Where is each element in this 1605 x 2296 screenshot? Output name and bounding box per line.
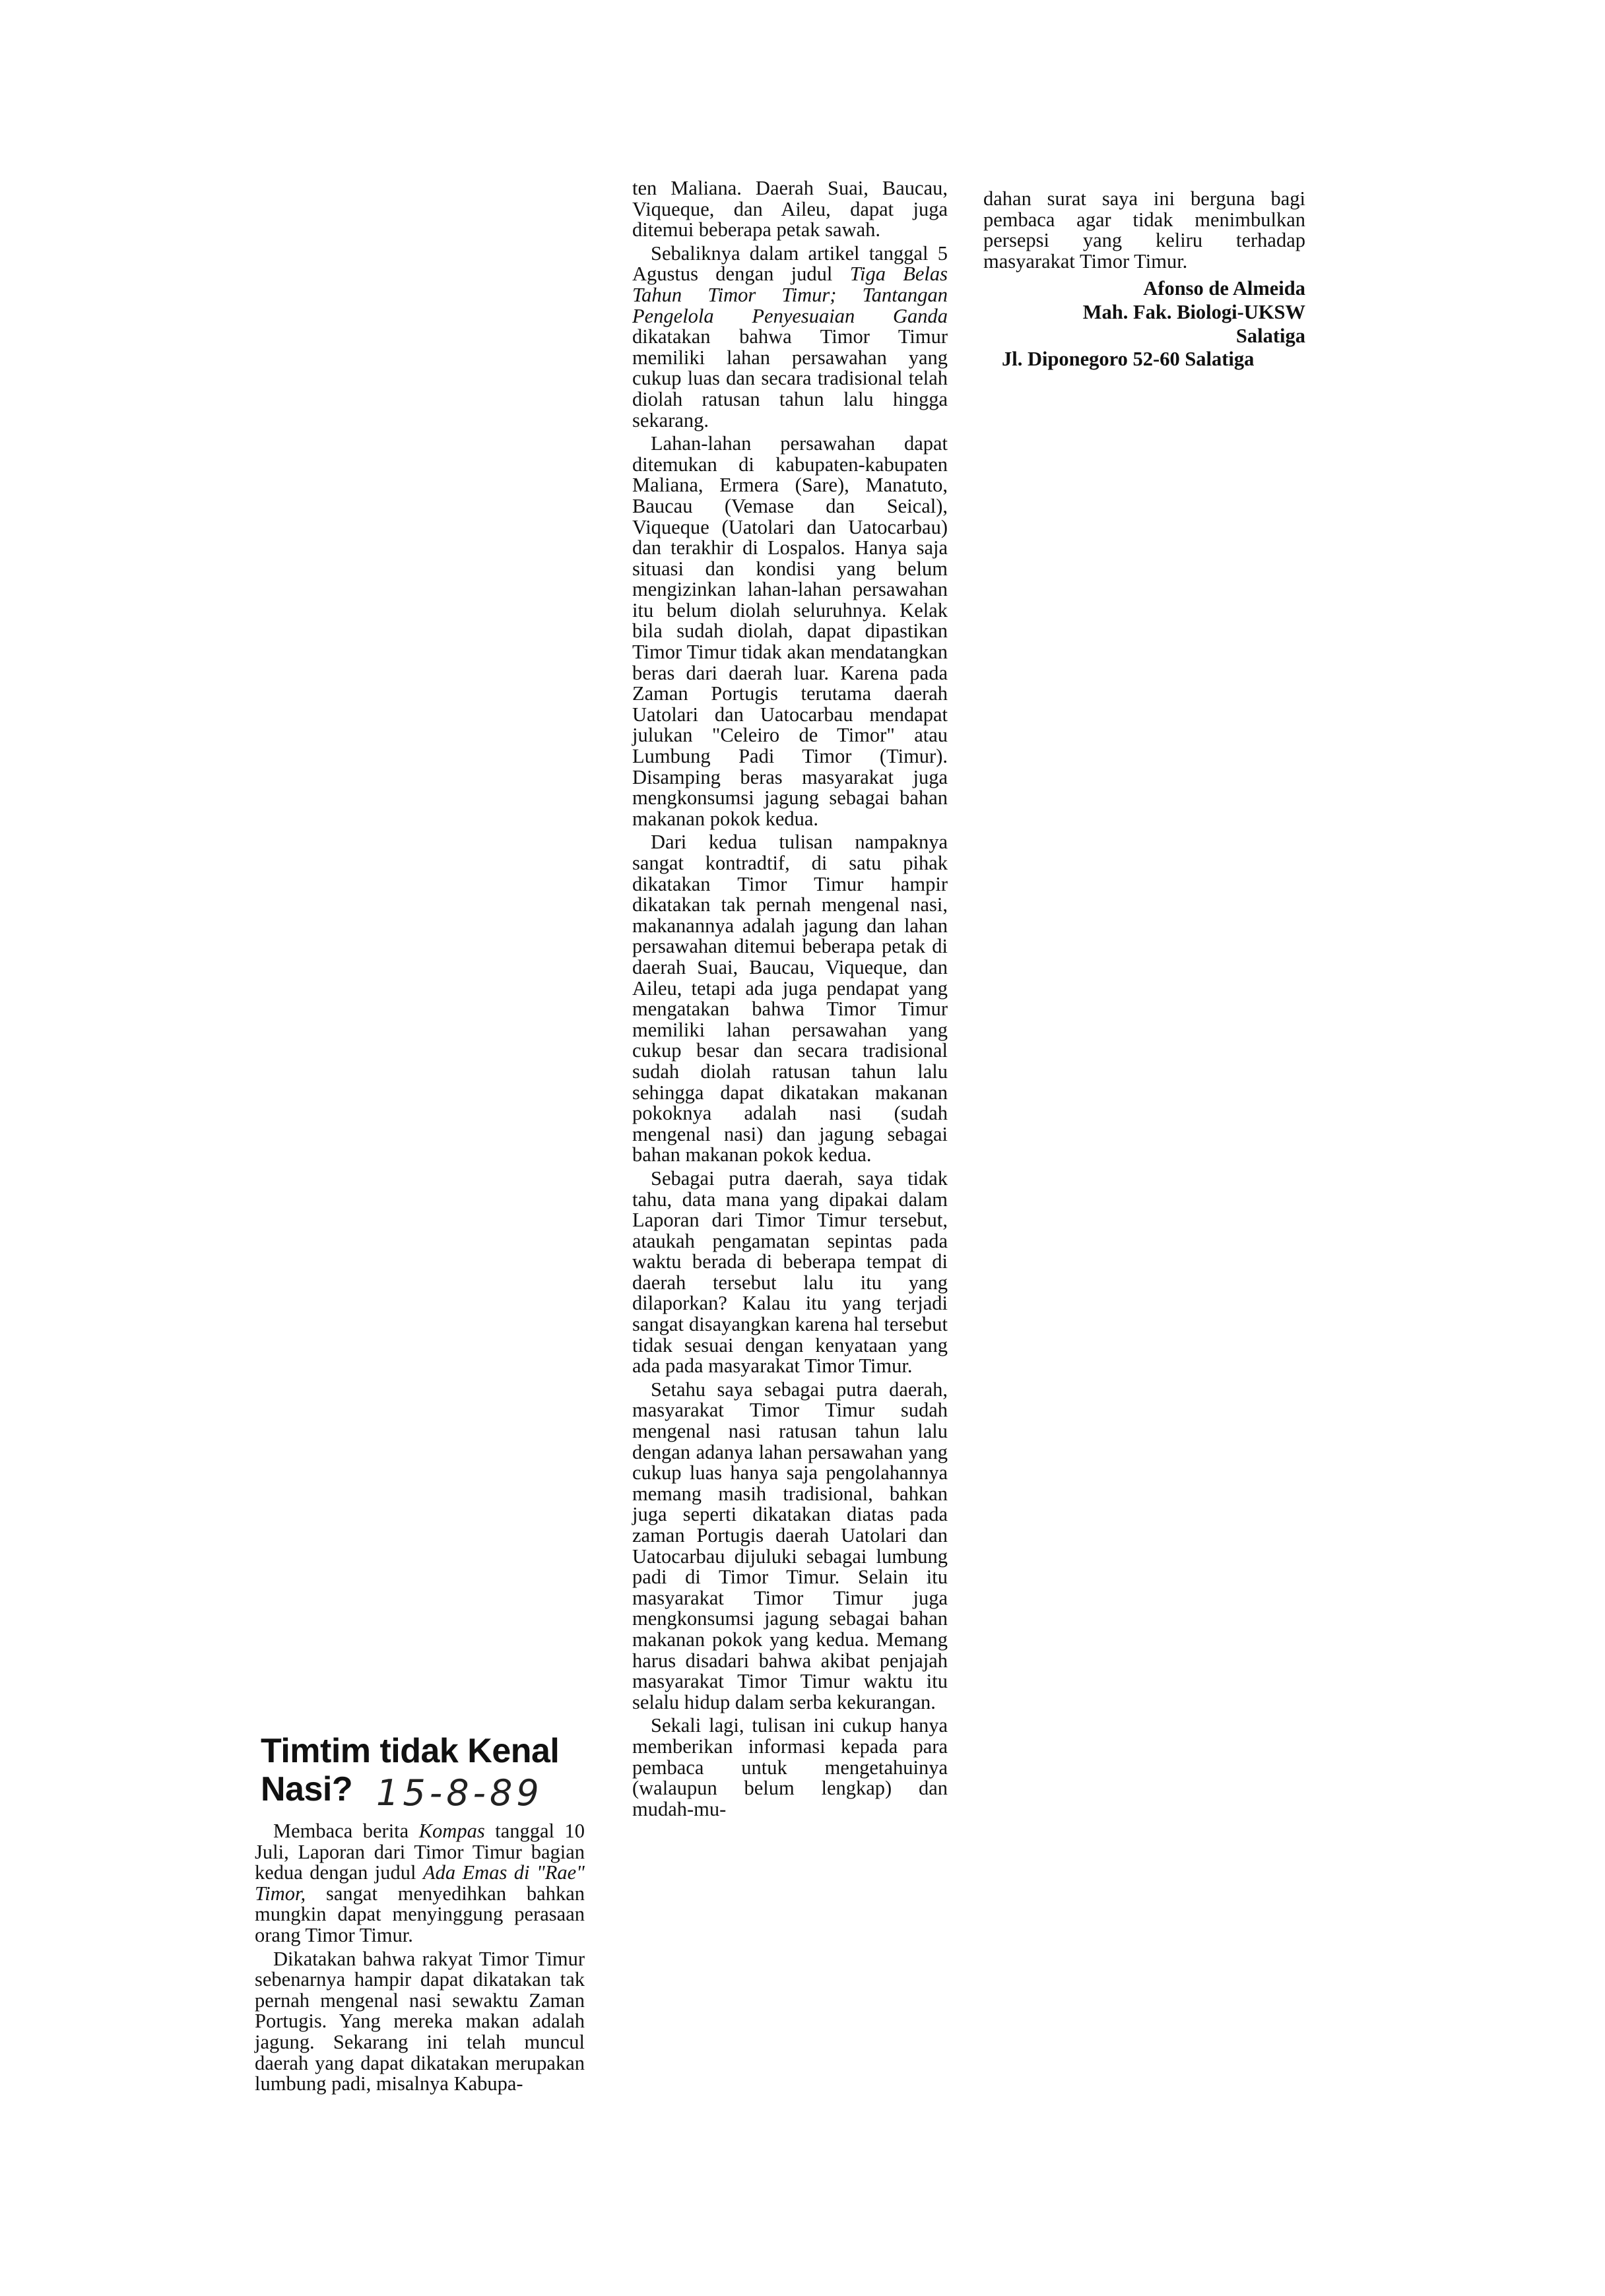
paragraph: Dari kedua tulisan nampaknya sangat kontradtif, di satu pihak dikatakan Timor Timur hampir dikatakan tak pernah mengenal nasi, makanannya adalah jagung dan lahan persawahan ditemui beberapa petak di daerah Suai, Baucau, Viqueque, dan Aileu, tetapi ada juga pendapat yang mengatakan bahwa Timor Timur memiliki lahan persawahan yang cukup besar dan secara tradisional sudah diolah ratusan tahun lalu sehingga dapat dikatakan makanan pokoknya adalah nasi (sudah mengenal nasi) dan jagung sebagai bahan makanan pokok kedua. (632, 831, 948, 1166)
paragraph: Sekali lagi, tulisan ini cukup hanya memberikan informasi kepada para pembaca untuk mengetahuinya (walaupun belum lengkap) dan mudah-mu- (632, 1714, 948, 1820)
signature-address: Jl. Diponegoro 52-60 Salatiga (1002, 348, 1255, 371)
paragraph (632, 243, 948, 431)
newspaper-name: Kompas (418, 1820, 485, 1842)
column-left (255, 1821, 585, 2097)
text-run: sangat menyedihkan bahkan mungkin dapat menyinggung perasaan orang Timor Timur. (255, 1882, 585, 1946)
handwritten-date: 15-8-89 (376, 1772, 543, 1814)
text-run: dikatakan bahwa Timor Timur memiliki lahan persawahan yang cukup luas dan secara tradisional telah diolah ratusan tahun lalu hingga sekarang. (632, 325, 948, 431)
column-right (983, 189, 1305, 373)
headline-line-1: Timtim tidak Kenal (261, 1732, 560, 1770)
paragraph: Dikatakan bahwa rakyat Timor Timur sebenarnya hampir dapat dikatakan tak pernah mengenal nasi sewaktu Zaman Portugis. Yang mereka makan adalah jagung. Sekarang ini telah muncul daerah yang dapat dikatakan merupakan lumbung padi, misalnya Kabupa- (255, 1947, 585, 2095)
paragraph: Setahu saya sebagai putra daerah, masyarakat Timor Timur sudah mengenal nasi ratusan tahun lalu dengan adanya lahan persawahan yang cukup luas hanya saja pengolahannya memang masih tradisional, bahkan juga seperti dikatakan diatas pada zaman Portugis daerah Uatolari dan Uatocarbau dijuluki sebagai lumbung padi di Timor Timur. Selain itu masyarakat Timor Timur juga mengkonsumsi jagung sebagai bahan makanan pokok yang kedua. Memang harus disadari bahwa akibat penjajah masyarakat Timor Timur waktu itu selalu hidup dalam serba kekurangan. (632, 1378, 948, 1713)
text-run: Sebaliknya dalam artikel tanggal 5 Agustus dengan judul (632, 241, 948, 286)
signature-city: Salatiga (1235, 324, 1305, 347)
paragraph: ten Maliana. Daerah Suai, Baucau, Viqueque, dan Aileu, dapat juga ditemui beberapa petak sawah. (632, 177, 948, 241)
signature-name: Afonso de Almeida (1143, 277, 1305, 300)
paragraph: Sebagai putra daerah, saya tidak tahu, data mana yang dipakai dalam Laporan dari Timor Timur tersebut, ataukah pengamatan sepintas pada waktu berada di beberapa tempat di daerah tersebut lalu itu yang dilaporkan? Kalau itu yang terjadi sangat disayangkan karena hal tersebut tidak sesuai dengan kenyataan yang ada pada masyarakat Timor Timur. (632, 1166, 948, 1378)
column-middle (632, 178, 948, 1822)
text-run: Membaca berita (273, 1820, 419, 1842)
signature-affiliation: Mah. Fak. Biologi-UKSW (1082, 300, 1305, 323)
article-title-reference: Ada Emas di "Rae" Timor, (255, 1861, 585, 1905)
text-run: tanggal 10 Juli, Laporan dari Timor Timur bagian kedua dengan judul (255, 1820, 585, 1884)
article-title-reference: Tiga Belas Tahun Timor Timur; Tantangan Pengelola Penyesuaian Ganda (632, 263, 948, 327)
headline-line-2: Nasi? (261, 1770, 353, 1808)
paragraph: Lahan-lahan persawahan dapat ditemukan di kabupaten-kabupaten Maliana, Ermera (Sare), Manatuto, Baucau (Vemase dan Seical), Viqueque (Uatolari dan Uatocarbau) dan terakhir di Lospalos. Hanya saja situasi dan kondisi yang belum mengizinkan lahan-lahan persawahan itu belum diolah seluruhnya. Kelak bila sudah diolah, dapat dipastikan Timor Timur tidak akan mendatangkan beras dari daerah luar. Karena pada Zaman Portugis terutama daerah Uatolari dan Uatocarbau mendapat julukan "Celeiro de Timor" atau Lumbung Padi Timor (Timur). Disamping beras masyarakat juga mengkonsumsi jagung sebagai bahan makanan pokok kedua. (632, 432, 948, 830)
paragraph (255, 1821, 585, 1946)
paragraph: dahan surat saya ini berguna bagi pembaca agar tidak menimbulkan persepsi yang keliru terhadap masyarakat Timor Timur. (983, 187, 1305, 272)
